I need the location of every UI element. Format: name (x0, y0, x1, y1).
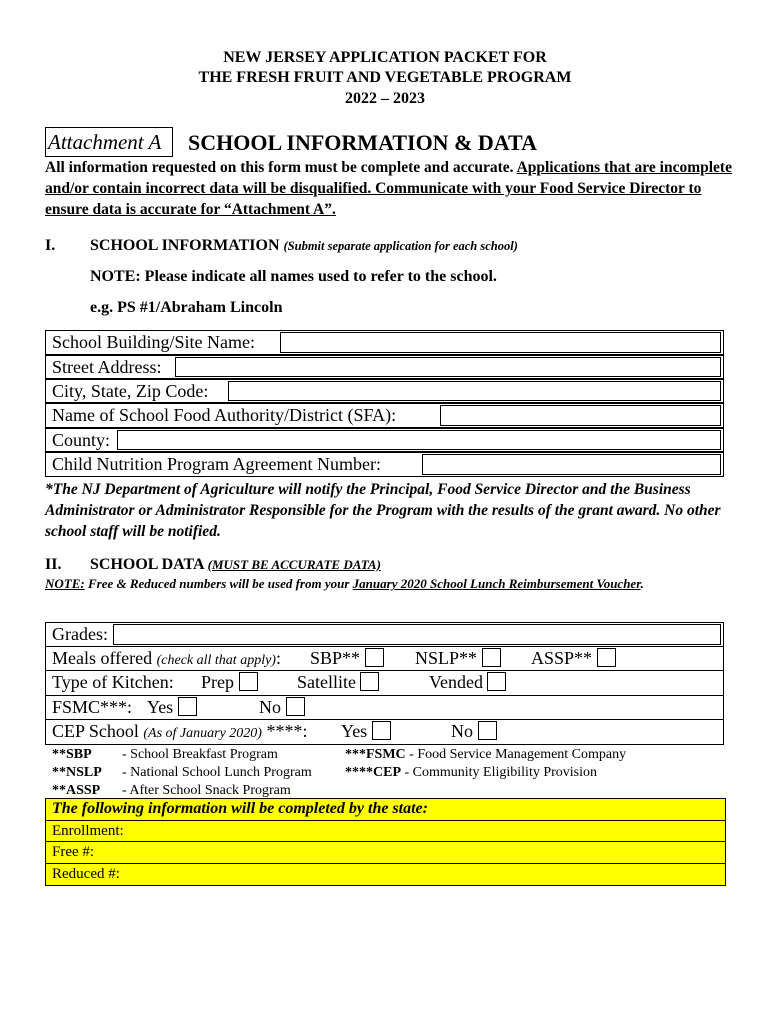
section-1-subtitle: (Submit separate application for each school) (283, 239, 518, 253)
grades-row (45, 622, 724, 647)
grades-label: Grades: (52, 624, 108, 644)
prep-option (201, 671, 258, 693)
field-label: Name of School Food Authority/District (SFA): (52, 405, 397, 425)
section-1-example: e.g. PS #1/Abraham Lincoln (90, 299, 283, 316)
fsmc-yes-checkbox[interactable] (178, 697, 197, 716)
street-address-row (45, 355, 724, 379)
school-name-input[interactable] (280, 332, 721, 353)
enrollment-row (45, 820, 726, 842)
kitchen-row (45, 671, 724, 696)
meals-label: Meals offered (52, 648, 153, 668)
header-line-1: NEW JERSEY APPLICATION PACKET FOR (223, 49, 547, 66)
cep-no-option (451, 720, 497, 742)
note-end: . (640, 576, 644, 591)
field-label: City, State, Zip Code: (52, 381, 209, 401)
vended-option (429, 671, 506, 693)
legend-fsmc (345, 746, 725, 764)
section-2-title: SCHOOL DATA (90, 556, 204, 573)
sbp-option (310, 647, 384, 669)
note-link: January 2020 School Lunch Reimbursement Voucher (352, 576, 641, 591)
section-1-note: NOTE: Please indicate all names used to refer to the school. (90, 268, 497, 285)
notification-notice: *The NJ Department of Agriculture will notify the Principal, Food Service Director and the Business Administrator or Administrator Responsible for the Program with the results of the grant award. No other school staff will be notified. (45, 481, 721, 540)
cep-row (45, 720, 724, 745)
header-line-2: THE FRESH FRUIT AND VEGETABLE PROGRAM (198, 69, 572, 86)
agreement-number-input[interactable] (422, 454, 721, 475)
prep-checkbox[interactable] (239, 672, 258, 691)
cep-no-label: No (451, 721, 473, 741)
section-2-note (45, 575, 735, 593)
street-address-input[interactable] (175, 357, 721, 377)
vended-checkbox[interactable] (487, 672, 506, 691)
section-1-title: SCHOOL INFORMATION (90, 237, 280, 254)
legend-sbp (52, 746, 352, 764)
satellite-option (297, 671, 379, 693)
assp-label: ASSP** (531, 648, 593, 668)
fsmc-label: FSMC***: (52, 697, 133, 717)
section-2-subtitle: (MUST BE ACCURATE DATA) (207, 557, 381, 572)
note-text: Free & Reduced numbers will be used from your (84, 576, 353, 591)
field-label: County: (52, 430, 111, 450)
attachment-label: Attachment A (45, 127, 173, 157)
city-state-zip-row (45, 379, 724, 403)
satellite-checkbox[interactable] (360, 672, 379, 691)
enrollment-label: Enrollment: (52, 823, 124, 839)
fsmc-no-option (259, 696, 305, 718)
sfa-name-input[interactable] (440, 405, 721, 426)
cep-no-checkbox[interactable] (478, 721, 497, 740)
section-2-number: II. (45, 556, 62, 573)
sbp-checkbox[interactable] (365, 648, 384, 667)
fsmc-yes-label: Yes (147, 697, 174, 717)
city-state-zip-input[interactable] (228, 381, 721, 401)
legend-nslp (52, 764, 352, 782)
assp-option (531, 647, 616, 669)
nslp-label: NSLP** (415, 648, 478, 668)
meals-hint: (check all that apply) (156, 653, 276, 668)
attachment-title: SCHOOL INFORMATION & DATA (188, 130, 537, 155)
legend-left (52, 746, 352, 800)
legend-cep (345, 764, 725, 782)
cep-yes-label: Yes (341, 721, 368, 741)
satellite-label: Satellite (297, 672, 356, 692)
field-label: School Building/Site Name: (52, 332, 255, 352)
legend-desc: - Community Eligibility Provision (401, 765, 598, 780)
reduced-count-row (45, 863, 726, 886)
cep-yes-checkbox[interactable] (372, 721, 391, 740)
county-input[interactable] (117, 430, 721, 450)
legend-desc: - National School Lunch Program (122, 765, 312, 780)
section-1-number: I. (45, 237, 56, 254)
cep-label: CEP School (52, 721, 139, 741)
header-line-3: 2022 – 2023 (345, 90, 425, 107)
sfa-name-row (45, 403, 724, 428)
grades-input[interactable] (113, 624, 721, 645)
legend-right (345, 746, 725, 782)
kitchen-label: Type of Kitchen: (52, 672, 174, 692)
reduced-count-label: Reduced #: (52, 866, 120, 882)
field-label: Street Address: (52, 357, 162, 377)
fsmc-yes-option (147, 696, 197, 718)
sbp-label: SBP** (310, 648, 361, 668)
meals-colon: : (275, 648, 281, 668)
fsmc-no-label: No (259, 697, 281, 717)
state-section-header: The following information will be completed by the state: (45, 798, 726, 821)
instructions-underlined: Applications that are incomplete and/or contain incorrect data will be disqualified. Communicate with your Food Service Director to ensure data is accurate for “Attachment A”. (45, 159, 732, 218)
legend-code: **NSLP (52, 765, 102, 780)
legend-desc: - After School Snack Program (122, 783, 291, 798)
legend-desc: - School Breakfast Program (122, 747, 278, 762)
cep-yes-option (341, 720, 391, 742)
legend-code: ***FSMC (345, 747, 406, 762)
cep-hint: (As of January 2020) (143, 726, 262, 741)
assp-checkbox[interactable] (597, 648, 616, 667)
legend-code: **SBP (52, 747, 92, 762)
fsmc-no-checkbox[interactable] (286, 697, 305, 716)
meals-row (45, 647, 724, 671)
legend-desc: - Food Service Management Company (405, 747, 627, 762)
county-row (45, 428, 724, 452)
nslp-checkbox[interactable] (482, 648, 501, 667)
vended-label: Vended (429, 672, 483, 692)
field-label: Child Nutrition Program Agreement Number: (52, 454, 381, 474)
section-2-heading (90, 555, 381, 575)
cep-suffix: ****: (266, 721, 308, 741)
prep-label: Prep (201, 672, 234, 692)
instructions-plain: All information requested on this form must be complete and accurate. (45, 159, 517, 176)
legend-code: ****CEP (345, 765, 401, 780)
nslp-option (415, 647, 501, 669)
note-label: NOTE: (45, 576, 85, 591)
legend-code: **ASSP (52, 783, 101, 798)
section-1-heading (90, 236, 518, 256)
fsmc-row (45, 696, 724, 720)
school-name-row (45, 330, 724, 355)
instructions (45, 157, 735, 220)
free-count-label: Free #: (52, 844, 95, 860)
free-count-row (45, 841, 726, 864)
agreement-number-row (45, 452, 724, 477)
